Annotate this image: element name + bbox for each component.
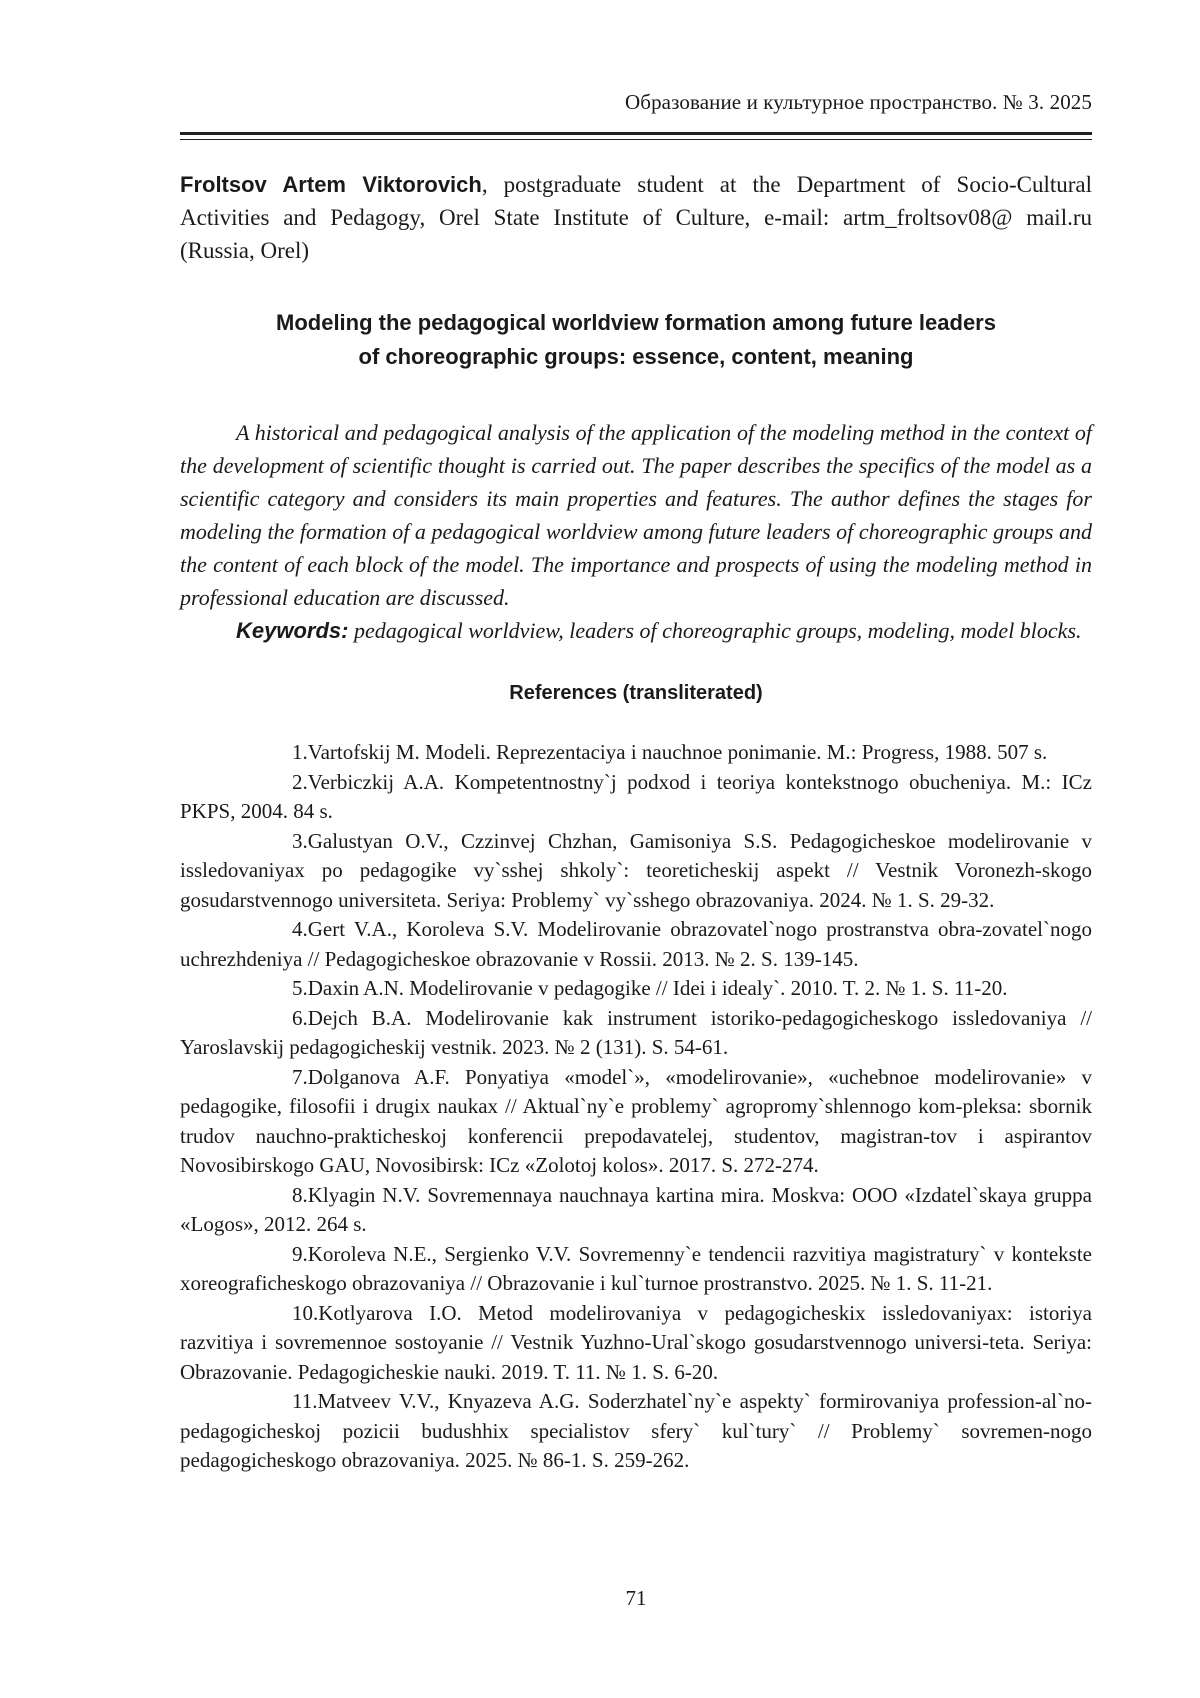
- reference-text: Kotlyarova I.O. Metod modelirovaniya v pedagogicheskix issledovaniyax: istoriya razvitiya i sovremennoe sostoyanie // Vestnik Yuzhno-Ural`skogo gosudarstvennogo universi-teta. Seriya: Obrazovanie. Pedagogicheskie nauki. 2019. T. 11. № 1. S. 6-20.: [180, 1300, 1092, 1384]
- references-list: [180, 738, 1092, 1476]
- reference-text: Klyagin N.V. Sovremennaya nauchnaya kartina mira. Moskva: OOO «Izdatel`skaya gruppa «Logos», 2012. 264 s.: [180, 1182, 1092, 1236]
- reference-text: Koroleva N.E., Sergienko V.V. Sovremenny`e tendencii razvitiya magistratury` v kontekste xoreograficheskogo obrazovaniya // Obrazovanie i kul`turnoe prostranstvo. 2025. № 1. S. 11-21.: [180, 1241, 1092, 1295]
- keywords-text: pedagogical worldview, leaders of choreographic groups, modeling, model blocks.: [348, 618, 1082, 643]
- reference-number: 3.: [292, 828, 308, 853]
- reference-number: 9.: [292, 1241, 308, 1266]
- author-info: [180, 168, 1092, 267]
- reference-item: [180, 738, 1092, 768]
- reference-text: Matveev V.V., Knyazeva A.G. Soderzhatel`ny`e aspekty` formirovaniya profession-al`no-pedagogicheskoj pozicii budushhix specialistov sfery` kul`tury` // Problemy` sovremen-nogo pedagogicheskogo obrazovaniya. 2025. № 86-1. S. 259-262.: [180, 1389, 1092, 1472]
- reference-number: 4.: [292, 917, 308, 941]
- author-name: Froltsov Artem Viktorovich: [180, 172, 482, 197]
- abstract: A historical and pedagogical analysis of the application of the modeling method in the context of the development of scientific thought is carried out. The paper describes the specifics of the model as a scientific category and considers its main properties and features. The author defines the stages for modeling the formation of a pedagogical worldview among future leaders of choreographic groups and the content of each block of the model. The importance and prospects of using the modeling method in professional education are discussed.: [180, 420, 1092, 610]
- header-rule-thin: [180, 139, 1092, 140]
- reference-number: 11.: [292, 1389, 318, 1413]
- reference-text: Gert V.A., Koroleva S.V. Modelirovanie obrazovatel`nogo prostranstva obra-zovatel`nogo uchrezhdeniya // Pedagogicheskoe obrazovanie v Rossii. 2013. № 2. S. 139-145.: [180, 917, 1092, 971]
- reference-text: Vartofskij M. Modeli. Reprezentaciya i nauchnoe ponimanie. M.: Progress, 1988. 507 s.: [307, 740, 1048, 764]
- reference-number: 10.: [292, 1300, 319, 1325]
- reference-item: [180, 1004, 1092, 1063]
- page-number: 71: [625, 1586, 647, 1610]
- reference-text: Dejch B.A. Modelirovanie kak instrument istoriko-pedagogicheskogo issledovaniya // Yaroslavskij pedagogicheskij vestnik. 2023. № 2 (131). S. 54-61.: [180, 1005, 1092, 1059]
- keywords-label: Keywords:: [236, 618, 349, 643]
- reference-item: [180, 1299, 1092, 1388]
- author-details: , postgraduate student at the Department of Socio-Cultural Activities and Pedagogy, Orel State Institute of Culture, e-mail: artm_froltsov08@ mail.ru (Russia, Orel): [180, 172, 1092, 263]
- reference-item: [180, 1181, 1092, 1240]
- reference-number: 7.: [292, 1064, 308, 1089]
- reference-item: [180, 827, 1092, 916]
- article-title: [180, 306, 1092, 374]
- references-heading: References (transliterated): [509, 682, 763, 704]
- reference-item: [180, 1387, 1092, 1476]
- reference-number: 2.: [292, 769, 308, 794]
- reference-number: 5.: [292, 976, 308, 1000]
- reference-number: 6.: [292, 1005, 308, 1030]
- reference-text: Galustyan O.V., Czzinvej Chzhan, Gamisoniya S.S. Pedagogicheskoe modelirovanie v issledovaniyax po pedagogike vy`sshej shkoly`: teoreticheskij aspekt // Vestnik Voronezh-skogo gosudarstvennogo universiteta. Seriya: Problemy` vy`sshego obrazovaniya. 2024. № 1. S. 29-32.: [180, 828, 1092, 912]
- reference-number: 1.: [292, 740, 308, 764]
- title-line-2: of choreographic groups: essence, content, meaning: [358, 344, 914, 369]
- header-rule-thick: [180, 132, 1092, 135]
- keywords: [180, 614, 1092, 647]
- reference-item: [180, 974, 1092, 1004]
- reference-item: [180, 915, 1092, 974]
- reference-item: [180, 1240, 1092, 1299]
- reference-item: [180, 768, 1092, 827]
- reference-text: Dolganova A.F. Ponyatiya «model`», «modelirovanie», «uchebnoe modelirovanie» v pedagogike, filosofii i drugix naukax // Aktual`ny`e problemy` agropromy`shlennogo kom-pleksa: sbornik trudov nauchno-prakticheskoj konferencii prepodavatelej, studentov, magistran-tov i aspirantov Novosibirskogo GAU, Novosibirsk: ICz «Zolotoj kolos». 2017. S. 272-274.: [180, 1064, 1092, 1177]
- reference-item: [180, 1063, 1092, 1181]
- journal-header: Образование и культурное пространство. № 3. 2025: [625, 90, 1092, 114]
- reference-number: 8.: [292, 1182, 308, 1207]
- title-line-1: Modeling the pedagogical worldview formation among future leaders: [276, 310, 996, 335]
- reference-text: Daxin A.N. Modelirovanie v pedagogike // Idei i idealy`. 2010. T. 2. № 1. S. 11-20.: [307, 976, 1008, 1000]
- reference-text: Verbiczkij A.A. Kompetentnostny`j podxod i teoriya kontekstnogo obucheniya. M.: ICz PKPS, 2004. 84 s.: [180, 769, 1092, 823]
